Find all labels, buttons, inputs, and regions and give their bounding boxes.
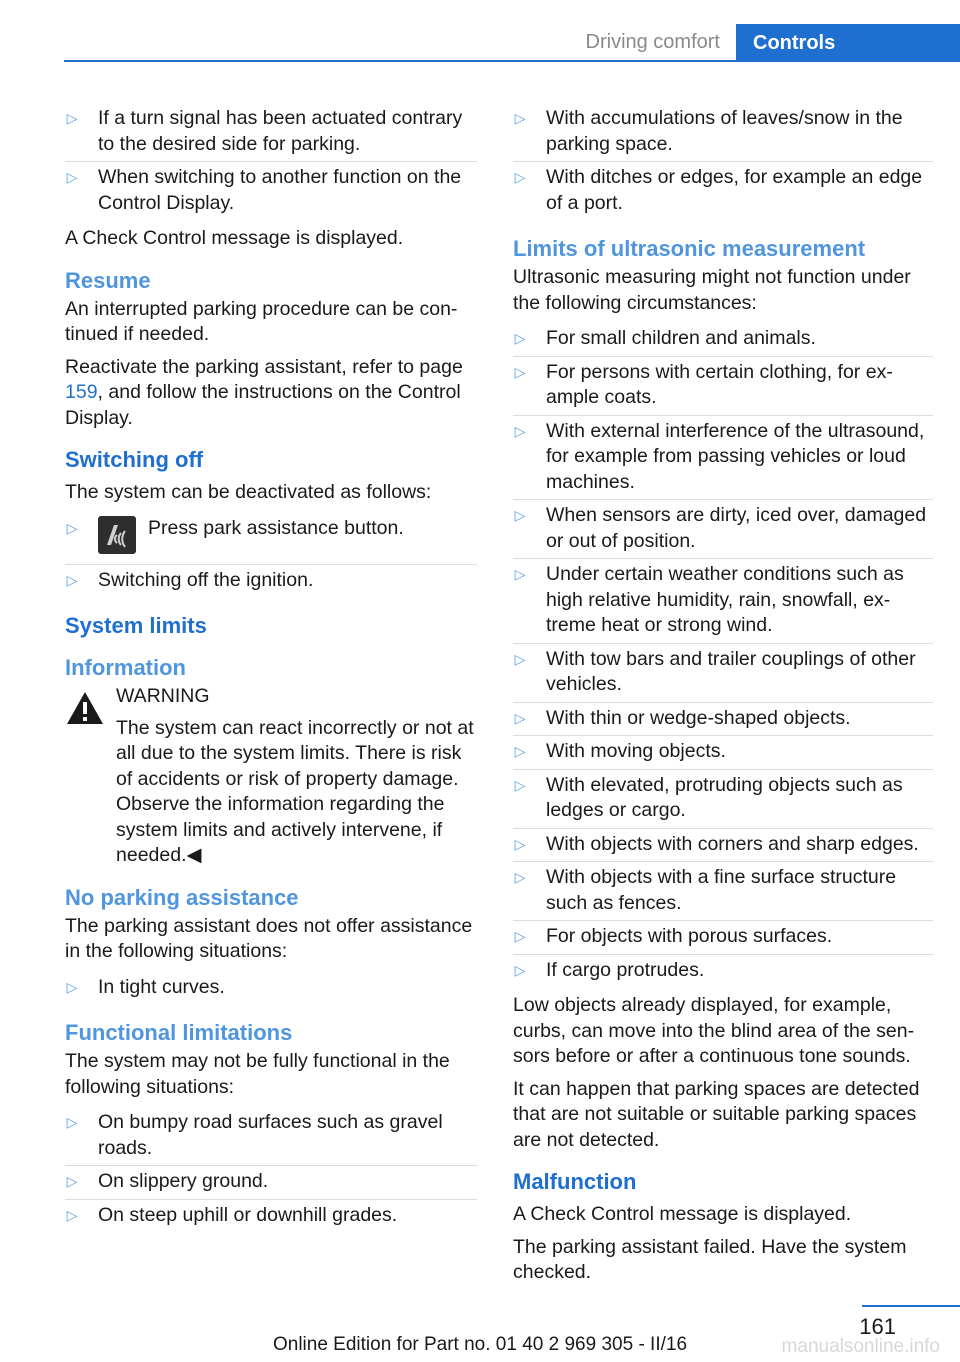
functional-list — [65, 1107, 477, 1232]
switching-off-intro: The system can be deactivated as follows: — [65, 481, 432, 503]
bullet-triangle-icon: ▷ — [514, 110, 526, 126]
information-heading: Information — [65, 655, 186, 680]
bullet-triangle-icon: ▷ — [66, 519, 78, 536]
right-column — [513, 103, 933, 1293]
list-item: ▷ With thin or wedge-shaped objects. — [513, 702, 933, 736]
bullet-triangle-icon: ▷ — [66, 571, 78, 588]
warning-label: WARNING — [116, 685, 210, 707]
bullet-triangle-icon: ▷ — [514, 743, 526, 759]
bullet-triangle-icon: ▷ — [514, 507, 526, 523]
list-item: ▷ In tight curves. — [65, 972, 477, 1005]
watermark: manualsonline.info — [781, 1336, 940, 1357]
warning-triangle-icon — [65, 690, 105, 726]
no-parking-list — [65, 972, 477, 1005]
bullet-triangle-icon: ▷ — [66, 1173, 78, 1189]
low-objects-text: Low objects already displayed, for example, curbs, can move into the blind area of the sensors before or after a continuous tone sounds. — [513, 994, 915, 1067]
list-item: ▷ For objects with porous surfaces. — [513, 920, 933, 954]
list-item: ▷ With accumulations of leaves/snow in the parking space. — [514, 107, 903, 155]
bullet-triangle-icon: ▷ — [66, 169, 78, 185]
bullet-triangle-icon: ▷ — [66, 978, 78, 995]
malfunction-check-text: The parking assistant failed. Have the system checked. — [513, 1235, 907, 1283]
list-item: ▷ With moving objects. — [513, 735, 933, 769]
system-limits-heading: System limits — [65, 613, 207, 638]
edition-footer: Online Edition for Part no. 01 40 2 969 305 - II/16 — [272, 1334, 688, 1355]
bullet-triangle-icon: ▷ — [514, 776, 526, 793]
list-item: ▷ For small children and animals. — [513, 323, 933, 356]
left-column — [65, 103, 477, 1238]
list-item: ▷ On steep uphill or downhill grades. — [65, 1199, 477, 1233]
no-parking-intro: The parking assistant does not offer assistance in the following situations: — [65, 914, 473, 962]
list-item: ▷ With tow bars and trailer couplings of other vehicles. — [513, 643, 933, 702]
bullet-triangle-icon: ▷ — [514, 330, 526, 346]
ultrasonic-intro: Ultrasonic measuring might not function under the following circumstances: — [513, 266, 911, 314]
bullet-triangle-icon: ▷ — [514, 650, 526, 667]
list-item: ▷ With ditches or edges, for example an edge of a port. — [513, 161, 933, 220]
ultrasonic-list — [513, 323, 933, 987]
list-item: ▷ If cargo protrudes. — [513, 954, 933, 988]
bullet-triangle-icon: ▷ — [514, 961, 526, 978]
list-item: ▷ With objects with corners and sharp edges. — [513, 828, 933, 862]
functional-limitations-heading: Functional limitations — [65, 1020, 293, 1045]
list-item: ▷ Press park assistance button. — [65, 513, 477, 564]
conditions-list — [513, 103, 933, 220]
bullet-triangle-icon: ▷ — [514, 928, 526, 944]
list-item: ▷ With elevated, protruding objects such as ledges or cargo. — [513, 769, 933, 828]
functional-intro: The system may not be fully functional in the following situations: — [65, 1050, 450, 1098]
bullet-triangle-icon: ▷ — [66, 1206, 78, 1223]
warning-text: The system can react incorrectly or not at all due to the system limits. There is risk of accidents or risk of property damage. Observe the information regarding the system limits and actively intervene, if needed.◀ — [116, 716, 474, 866]
turn-signal-list — [65, 103, 477, 220]
bullet-triangle-icon: ▷ — [66, 1114, 78, 1130]
footer-rule — [862, 1305, 960, 1307]
list-item: ▷ With objects with a fine surface structure such as fences. — [513, 861, 933, 920]
bullet-triangle-icon: ▷ — [514, 709, 526, 726]
list-item: ▷ With external interference of the ultrasound, for example from passing vehicles or loud machines. — [513, 415, 933, 500]
check-control-text: A Check Control message is displayed. — [65, 227, 404, 249]
bullet-triangle-icon: ▷ — [514, 566, 526, 582]
bullet-triangle-icon: ▷ — [514, 422, 526, 439]
malfunction-text: A Check Control message is displayed. — [513, 1203, 852, 1225]
header-section-title: Driving comfort — [585, 31, 720, 53]
warning-block — [65, 684, 477, 869]
list-item: ▷ On slippery ground. — [65, 1165, 477, 1199]
bullet-triangle-icon: ▷ — [514, 869, 526, 885]
switching-off-list — [65, 513, 477, 598]
bullet-triangle-icon: ▷ — [514, 363, 526, 380]
resume-heading: Resume — [65, 267, 151, 293]
switching-off-heading: Switching off — [65, 447, 204, 472]
ultrasonic-heading: Limits of ultrasonic measurement — [513, 236, 866, 261]
header-chapter-tab: Controls — [736, 24, 960, 62]
list-item: ▷ Switching off the ignition. — [65, 564, 477, 598]
resume-text: An interrupted parking procedure can be continued if needed. — [65, 297, 458, 345]
no-parking-heading: No parking assistance — [65, 884, 299, 910]
list-item: ▷ When switching to another function on the Control Display. — [65, 161, 477, 220]
list-item: ▷ Under certain weather conditions such as high relative humidity, rain, snowfall, extreme heat or strong wind. — [513, 558, 933, 643]
park-assistance-button-icon — [98, 516, 136, 554]
parking-spaces-text: It can happen that parking spaces are detected that are not suitable or suitable parking spaces are not detected. — [513, 1077, 920, 1151]
list-item: ▷ If a turn signal has been actuated contrary to the desired side for parking. — [66, 107, 463, 155]
page-reference-link[interactable]: 159 — [65, 381, 98, 403]
bullet-triangle-icon: ▷ — [514, 835, 526, 852]
resume-reactivate-text: Reactivate the parking assistant, refer to page 159, and follow the instructions on the Control Display. — [65, 355, 463, 429]
list-item: ▷ When sensors are dirty, iced over, damaged or out of position. — [513, 499, 933, 558]
list-item: ▷ On bumpy road surfaces such as gravel roads. — [66, 1111, 443, 1159]
bullet-triangle-icon: ▷ — [514, 169, 526, 185]
page-number: 161 — [859, 1314, 896, 1339]
bullet-triangle-icon: ▷ — [66, 110, 78, 126]
malfunction-heading: Malfunction — [513, 1169, 637, 1194]
list-item: ▷ For persons with certain clothing, for example coats. — [513, 356, 933, 415]
